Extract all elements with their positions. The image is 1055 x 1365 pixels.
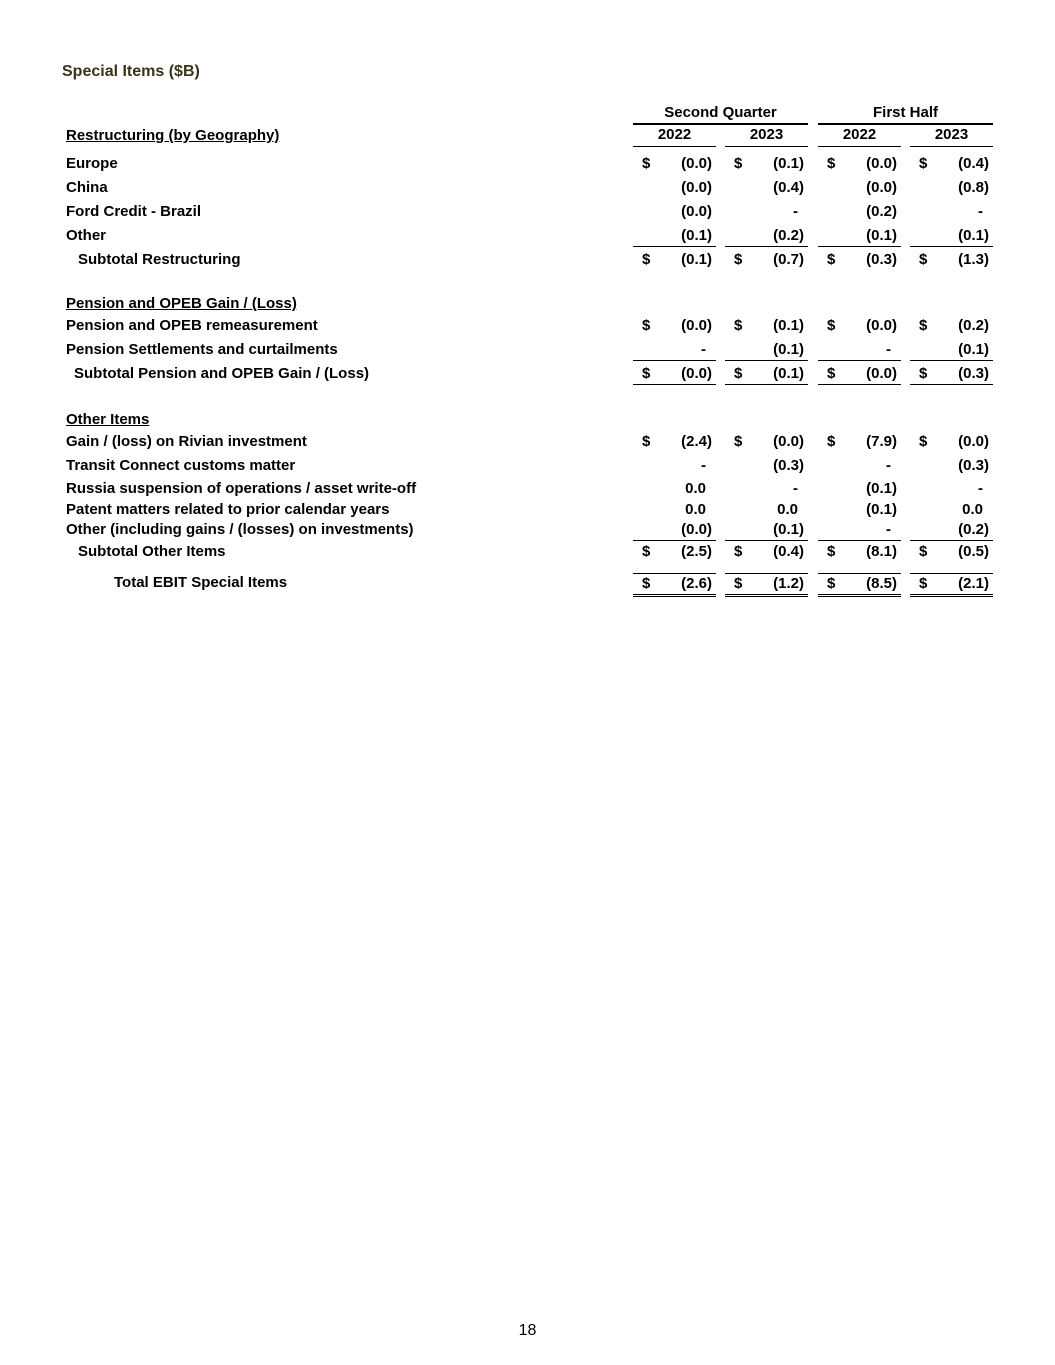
- page-title: Special Items ($B): [62, 63, 200, 80]
- cell-value: (2.4): [681, 433, 712, 450]
- dollar-sign: $: [734, 543, 743, 560]
- value-cell: [818, 340, 901, 361]
- dollar-sign: $: [827, 575, 836, 592]
- value-cell: [910, 520, 993, 541]
- dollar-sign: $: [827, 543, 836, 560]
- value-cell: [633, 226, 716, 247]
- cell-value: (0.1): [866, 227, 897, 244]
- cell-value: (0.2): [958, 521, 989, 538]
- dollar-sign: $: [919, 251, 928, 268]
- table-row: [0, 226, 1055, 248]
- value-cell: [910, 456, 993, 476]
- cell-value: (1.3): [958, 251, 989, 268]
- cell-value: 0.0: [962, 501, 983, 518]
- cell-value: -: [793, 480, 798, 497]
- cell-value: (0.5): [958, 543, 989, 560]
- row-label: Other: [66, 227, 107, 244]
- value-cell: [633, 456, 716, 476]
- cell-value: (0.0): [681, 365, 712, 382]
- value-cell: [725, 479, 808, 499]
- cell-value: (8.1): [866, 543, 897, 560]
- dollar-sign: $: [919, 433, 928, 450]
- table-row: [0, 178, 1055, 200]
- value-cell: [910, 154, 993, 174]
- table-row: [0, 340, 1055, 362]
- row-label: Transit Connect customs matter: [66, 457, 296, 474]
- table-row: [0, 316, 1055, 338]
- value-cell: [725, 316, 808, 336]
- value-cell: [910, 573, 993, 597]
- value-cell: [910, 500, 993, 520]
- total-row: [0, 573, 1055, 595]
- page-number: 18: [518, 1322, 537, 1339]
- value-cell: [910, 364, 993, 385]
- row-label: Total EBIT Special Items: [114, 574, 288, 591]
- cell-value: (0.1): [773, 365, 804, 382]
- value-cell: [725, 178, 808, 198]
- value-cell: [633, 154, 716, 174]
- cell-value: (0.8): [958, 179, 989, 196]
- row-label: Subtotal Pension and OPEB Gain / (Loss): [74, 365, 370, 382]
- cell-value: (0.2): [773, 227, 804, 244]
- cell-value: (0.3): [773, 457, 804, 474]
- value-cell: [725, 520, 808, 541]
- cell-value: (0.0): [681, 317, 712, 334]
- table-row: [0, 154, 1055, 176]
- value-cell: [818, 479, 901, 499]
- cell-value: -: [701, 341, 706, 358]
- dollar-sign: $: [919, 155, 928, 172]
- value-cell: [725, 500, 808, 520]
- subtotal-row-pension: [0, 364, 1055, 386]
- cell-value: 0.0: [685, 480, 706, 497]
- year-header-h1-2023: 2023: [910, 126, 993, 147]
- table-row: [0, 500, 1055, 522]
- section-header-label: Pension and OPEB Gain / (Loss): [66, 295, 297, 312]
- value-cell: [818, 202, 901, 222]
- value-cell: [633, 573, 716, 597]
- value-cell: [818, 573, 901, 597]
- dollar-sign: $: [642, 365, 651, 382]
- subtotal-row-other-items: [0, 542, 1055, 564]
- value-cell: [818, 542, 901, 562]
- dollar-sign: $: [919, 365, 928, 382]
- dollar-sign: $: [919, 543, 928, 560]
- row-label: China: [66, 179, 108, 196]
- value-cell: [633, 500, 716, 520]
- row-label: Gain / (loss) on Rivian investment: [66, 433, 307, 450]
- row-label: Patent matters related to prior calendar years: [66, 501, 390, 518]
- cell-value: 0.0: [777, 501, 798, 518]
- cell-value: (7.9): [866, 433, 897, 450]
- cell-value: (2.6): [681, 575, 712, 592]
- value-cell: [910, 432, 993, 452]
- value-cell: [725, 573, 808, 597]
- dollar-sign: $: [734, 251, 743, 268]
- subtotal-row-restructuring: [0, 250, 1055, 272]
- value-cell: [818, 500, 901, 520]
- cell-value: -: [886, 521, 891, 538]
- section-header-other-items: [0, 410, 1055, 432]
- dollar-sign: $: [642, 543, 651, 560]
- row-label: Russia suspension of operations / asset write-off: [66, 480, 417, 497]
- cell-value: (0.2): [958, 317, 989, 334]
- column-group-first-half: First Half: [818, 104, 993, 125]
- cell-value: (0.2): [866, 203, 897, 220]
- cell-value: (0.1): [866, 480, 897, 497]
- cell-value: (0.3): [958, 365, 989, 382]
- cell-value: (0.1): [958, 341, 989, 358]
- cell-value: (1.2): [773, 575, 804, 592]
- row-label: Ford Credit - Brazil: [66, 203, 202, 220]
- value-cell: [633, 542, 716, 562]
- cell-value: -: [978, 203, 983, 220]
- row-label: Europe: [66, 155, 118, 172]
- cell-value: (0.1): [958, 227, 989, 244]
- value-cell: [818, 520, 901, 541]
- cell-value: (0.3): [866, 251, 897, 268]
- value-cell: [910, 316, 993, 336]
- dollar-sign: $: [827, 155, 836, 172]
- value-cell: [633, 520, 716, 541]
- value-cell: [633, 364, 716, 385]
- value-cell: [725, 250, 808, 270]
- dollar-sign: $: [827, 365, 836, 382]
- dollar-sign: $: [827, 433, 836, 450]
- cell-value: (0.0): [681, 179, 712, 196]
- cell-value: (0.1): [681, 251, 712, 268]
- value-cell: [818, 178, 901, 198]
- value-cell: [910, 542, 993, 562]
- cell-value: -: [978, 480, 983, 497]
- dollar-sign: $: [919, 575, 928, 592]
- cell-value: (0.1): [773, 341, 804, 358]
- dollar-sign: $: [827, 251, 836, 268]
- year-header-q2-2022: 2022: [633, 126, 716, 147]
- cell-value: (8.5): [866, 575, 897, 592]
- value-cell: [725, 456, 808, 476]
- year-header-h1-2022: 2022: [818, 126, 901, 147]
- cell-value: (0.1): [866, 501, 897, 518]
- cell-value: (0.4): [958, 155, 989, 172]
- cell-value: -: [793, 203, 798, 220]
- value-cell: [633, 479, 716, 499]
- value-cell: [818, 432, 901, 452]
- cell-value: (0.1): [773, 155, 804, 172]
- row-label: Pension and OPEB remeasurement: [66, 317, 318, 334]
- value-cell: [725, 364, 808, 385]
- value-cell: [633, 432, 716, 452]
- cell-value: (0.4): [773, 543, 804, 560]
- value-cell: [633, 340, 716, 361]
- value-cell: [818, 250, 901, 270]
- row-label: Pension Settlements and curtailments: [66, 341, 338, 358]
- cell-value: (2.1): [958, 575, 989, 592]
- dollar-sign: $: [734, 365, 743, 382]
- value-cell: [818, 456, 901, 476]
- dollar-sign: $: [734, 575, 743, 592]
- value-cell: [633, 202, 716, 222]
- value-cell: [910, 226, 993, 247]
- dollar-sign: $: [642, 251, 651, 268]
- value-cell: [633, 250, 716, 270]
- cell-value: (0.1): [773, 317, 804, 334]
- row-label: Subtotal Restructuring: [78, 251, 241, 268]
- value-cell: [910, 178, 993, 198]
- dollar-sign: $: [734, 155, 743, 172]
- cell-value: (0.0): [866, 179, 897, 196]
- cell-value: (0.1): [681, 227, 712, 244]
- cell-value: (0.0): [681, 203, 712, 220]
- cell-value: (0.3): [958, 457, 989, 474]
- dollar-sign: $: [642, 317, 651, 334]
- value-cell: [725, 432, 808, 452]
- value-cell: [910, 202, 993, 222]
- dollar-sign: $: [827, 317, 836, 334]
- table-row: [0, 202, 1055, 224]
- cell-value: -: [886, 341, 891, 358]
- value-cell: [725, 202, 808, 222]
- dollar-sign: $: [642, 433, 651, 450]
- value-cell: [633, 316, 716, 336]
- section-header-label: Other Items: [66, 411, 150, 428]
- cell-value: (0.1): [773, 521, 804, 538]
- value-cell: [818, 226, 901, 247]
- cell-value: (0.0): [866, 155, 897, 172]
- value-cell: [910, 340, 993, 361]
- cell-value: (0.0): [958, 433, 989, 450]
- table-row: [0, 432, 1055, 454]
- value-cell: [725, 154, 808, 174]
- value-cell: [818, 316, 901, 336]
- row-label: Subtotal Other Items: [78, 543, 226, 560]
- dollar-sign: $: [919, 317, 928, 334]
- cell-value: -: [886, 457, 891, 474]
- table-row: [0, 456, 1055, 478]
- value-cell: [818, 364, 901, 385]
- cell-value: (0.4): [773, 179, 804, 196]
- dollar-sign: $: [642, 155, 651, 172]
- section-header-label: Restructuring (by Geography): [66, 127, 280, 144]
- cell-value: (2.5): [681, 543, 712, 560]
- column-group-second-quarter: Second Quarter: [633, 104, 808, 125]
- value-cell: [818, 154, 901, 174]
- value-cell: [910, 250, 993, 270]
- row-label: Other (including gains / (losses) on investments): [66, 521, 414, 538]
- table-row: [0, 479, 1055, 501]
- value-cell: [633, 178, 716, 198]
- value-cell: [725, 226, 808, 247]
- dollar-sign: $: [734, 433, 743, 450]
- value-cell: [910, 479, 993, 499]
- section-header-restructuring: [0, 126, 1055, 148]
- cell-value: (0.0): [866, 317, 897, 334]
- cell-value: -: [701, 457, 706, 474]
- value-cell: [725, 340, 808, 361]
- value-cell: [725, 542, 808, 562]
- table-row: [0, 520, 1055, 542]
- section-header-pension: [0, 294, 1055, 316]
- cell-value: (0.0): [866, 365, 897, 382]
- cell-value: 0.0: [685, 501, 706, 518]
- cell-value: (0.0): [773, 433, 804, 450]
- dollar-sign: $: [642, 575, 651, 592]
- cell-value: (0.7): [773, 251, 804, 268]
- cell-value: (0.0): [681, 521, 712, 538]
- year-header-q2-2023: 2023: [725, 126, 808, 147]
- cell-value: (0.0): [681, 155, 712, 172]
- dollar-sign: $: [734, 317, 743, 334]
